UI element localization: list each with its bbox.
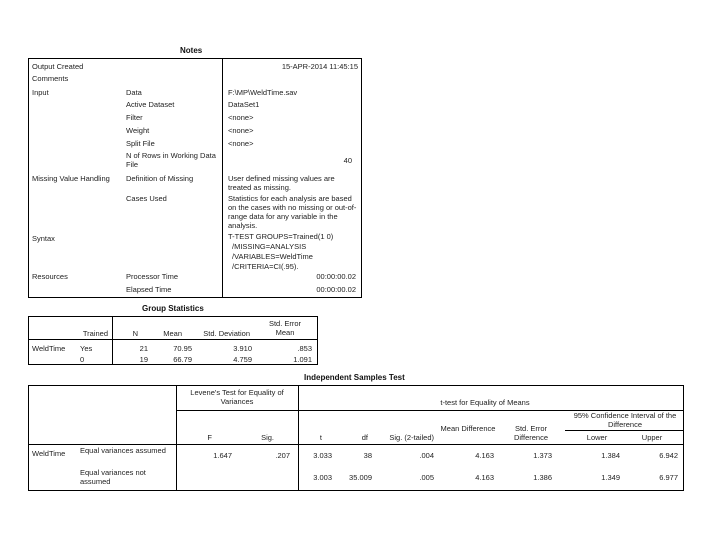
ind-row1-sediff: 1.373: [533, 451, 552, 460]
col-df: df: [361, 433, 368, 442]
ind-row1-upper: 6.942: [659, 451, 678, 460]
ind-row1-lower: 1.384: [601, 451, 620, 460]
group-stats-title: Group Statistics: [142, 304, 204, 313]
group-stats-col-rule: [112, 316, 113, 365]
syntax-line-2: /MISSING=ANALYSIS: [232, 242, 307, 251]
comments-label: Comments: [32, 74, 69, 83]
col-t: t: [319, 433, 322, 442]
output-created-label: Output Created: [32, 62, 84, 71]
n-rows-value: 40: [343, 156, 352, 165]
col-sediff: Std. Error Difference: [513, 424, 549, 442]
ind-row2-df: 35.009: [349, 473, 372, 482]
split-file-label: Split File: [126, 139, 155, 148]
resources-label: Resources: [32, 272, 68, 281]
missing-def-value: User defined missing values are treated as missing.: [228, 174, 335, 192]
syntax-line-4: /CRITERIA=CI(.95).: [232, 262, 299, 271]
ind-row1-f: 1.647: [213, 451, 232, 460]
col-sig2: Sig. (2-tailed): [389, 433, 434, 442]
gs-row2-sd: 4.759: [233, 355, 252, 364]
output-created-value: 15-APR-2014 11:45:15: [281, 62, 358, 71]
col-f: F: [207, 433, 212, 442]
split-file-value: <none>: [228, 139, 254, 148]
ind-test-rule-label: [176, 385, 177, 491]
col-upper: Upper: [641, 433, 663, 442]
gs-row2-n: 19: [139, 355, 148, 364]
ind-test-header-rule: [28, 444, 684, 445]
gs-row1-sd: 3.910: [233, 344, 252, 353]
elapsed-time-value: 00:00:00.02: [316, 285, 356, 294]
input-data-value: F:\MP\WeldTime.sav: [228, 88, 298, 97]
ind-row2-sig2: .005: [419, 473, 434, 482]
gs-header-sd: Std. Deviation: [203, 329, 250, 338]
missing-def-label: Definition of Missing: [126, 174, 194, 183]
ind-row1-sig2: .004: [419, 451, 434, 460]
ind-test-rule-levene: [298, 385, 299, 491]
ind-row2-sediff: 1.386: [533, 473, 552, 482]
weight-value: <none>: [228, 126, 254, 135]
ind-row2-label: Equal variances not assumed: [80, 468, 146, 486]
gs-row1-n: 21: [139, 344, 148, 353]
syntax-line-3: /VARIABLES=WeldTime: [232, 252, 313, 261]
ind-row-label: WeldTime: [32, 449, 66, 458]
ind-test-rule-ci: [565, 430, 684, 431]
input-label: Input: [32, 88, 49, 97]
gs-header-mean: Mean: [163, 329, 182, 338]
col-sig: Sig.: [261, 433, 274, 442]
ind-row2-t: 3.003: [313, 473, 332, 482]
ind-row1-sig: .207: [275, 451, 290, 460]
gs-row-label: WeldTime: [32, 344, 66, 353]
gs-row2-trained: 0: [80, 355, 85, 364]
syntax-label: Syntax: [32, 234, 55, 243]
ind-row1-label: Equal variances assumed: [80, 446, 166, 455]
filter-label: Filter: [126, 113, 143, 122]
ind-row1-meandiff: 4.163: [475, 451, 494, 460]
ind-row2-meandiff: 4.163: [475, 473, 494, 482]
ci-header: 95% Confidence Interval of the Difference: [573, 411, 677, 429]
processor-time-value: 00:00:00.02: [316, 272, 356, 281]
notes-divider: [222, 58, 223, 298]
gs-row1-se: .853: [297, 344, 312, 353]
gs-header-trained: Trained: [82, 329, 108, 338]
levene-header: Levene's Test for Equality of Variances: [190, 388, 284, 406]
gs-row2-se: 1.091: [293, 355, 312, 364]
weight-label: Weight: [126, 126, 150, 135]
ind-row1-df: 38: [363, 451, 372, 460]
ind-test-title: Independent Samples Test: [304, 373, 405, 382]
gs-header-se: Std. Error Mean: [268, 319, 302, 337]
gs-row1-mean: 70.95: [173, 344, 192, 353]
input-data-label: Data: [126, 88, 142, 97]
ind-row2-lower: 1.349: [601, 473, 620, 482]
col-lower: Lower: [586, 433, 608, 442]
active-dataset-label: Active Dataset: [126, 100, 175, 109]
filter-value: <none>: [228, 113, 254, 122]
notes-title: Notes: [180, 46, 203, 55]
ind-row2-upper: 6.977: [659, 473, 678, 482]
ind-row1-t: 3.033: [313, 451, 332, 460]
gs-row2-mean: 66.79: [173, 355, 192, 364]
ttest-header: t-test for Equality of Means: [440, 398, 530, 407]
cases-used-value: Statistics for each analysis are based on the cases with no missing or out-of-range data for any variable in the analysis.: [228, 194, 357, 230]
n-rows-label: N of Rows in Working Data File: [126, 151, 216, 169]
gs-row1-trained: Yes: [80, 344, 93, 353]
group-stats-header-rule: [28, 339, 318, 340]
col-meandiff: Mean Difference: [440, 424, 496, 433]
processor-time-label: Processor Time: [126, 272, 179, 281]
gs-header-n: N: [132, 329, 138, 338]
active-dataset-value: DataSet1: [228, 100, 260, 109]
elapsed-time-label: Elapsed Time: [126, 285, 172, 294]
missing-label: Missing Value Handling: [32, 174, 110, 183]
syntax-line-1: T-TEST GROUPS=Trained(1 0): [228, 232, 334, 241]
cases-used-label: Cases Used: [126, 194, 167, 203]
